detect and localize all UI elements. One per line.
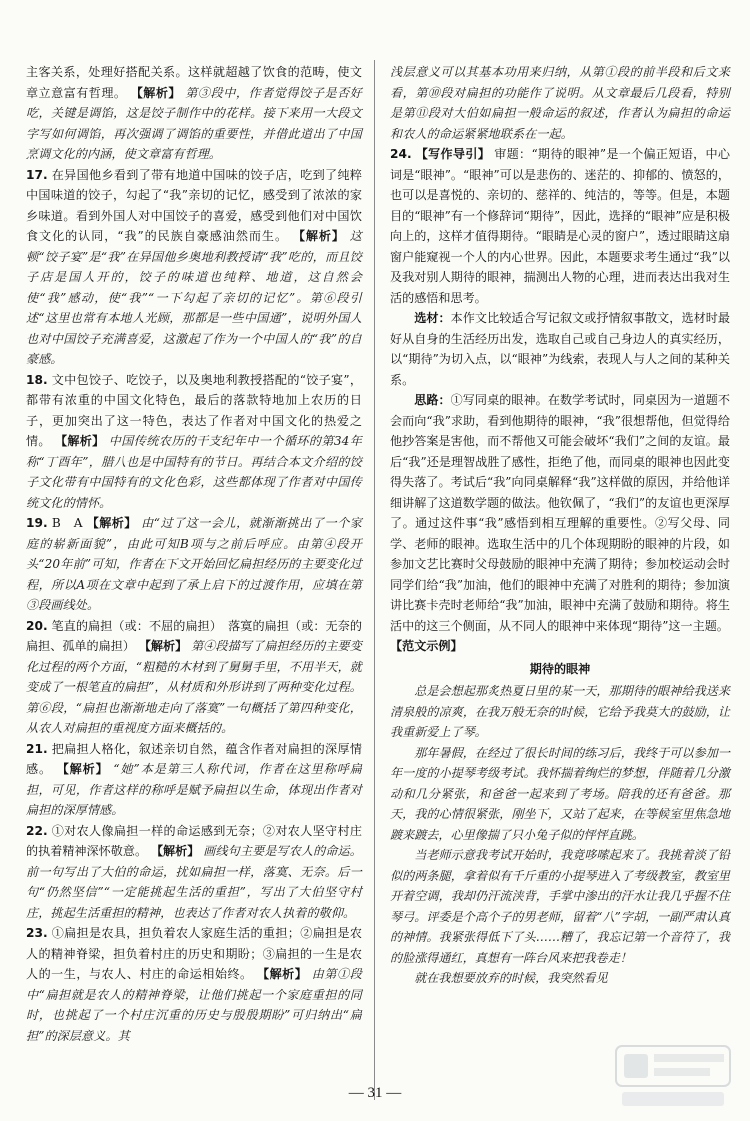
question-number: 17. [26, 167, 48, 182]
page-number: — 31 — [348, 1085, 402, 1101]
analysis-tag: 【解析】 [138, 639, 188, 653]
question-number: 22. [26, 823, 48, 838]
analysis-tag: 【解析】 [86, 516, 137, 530]
answer-23-continued [390, 62, 730, 144]
question-number: 19. [26, 516, 48, 530]
watermark-logo [614, 1042, 732, 1110]
question-number: 24. [390, 147, 412, 161]
analysis-text: 画线句主要是写农人的命运。前一句写出了大伯的命运，扰如扁担一样，落寞、无奈。后一句“仍然坚信”“一定能挑起生活的重担”，写出了大伯坚守村庄，挑起生活重担的精神，也表达了作者对农人执着的敬仰。 [26, 844, 362, 920]
analysis-tag: 【解析】 [54, 434, 105, 448]
analysis-tag: 【解析】 [56, 762, 109, 776]
answer-24 [390, 144, 730, 308]
answer-text: ①对农人像扁担一样的命运感到无奈；②对农人坚守村庄的执着精神深怀敬意。 [26, 823, 362, 858]
analysis-text: 这顿“饺子宴”是“我”在异国他乡奥地利教授请“我”吃的，而且饺子店是国人开的，饺子的味道也纯粹、地道，这自然会使“我”感动，使“我”“一下勾起了亲切的记忆”。第⑥段引述“这里也常有本地人光顾，那都是一些中国通”，说明外国人也对中国饺子充满喜爱，这激起了作为一个中国人的“我”的自豪感。 [26, 229, 362, 366]
answer-text: 笔直的扁担（或：不屈的扁担） 落寞的扁担（或：无奈的扁担、孤单的扁担） [26, 618, 362, 653]
analysis-text: 由第①段中“扁担就是农人的精神脊梁，让他们挑起一个家庭重担的同时，也挑起了一个村庄沉重的历史与殷殷期盼”可归纳出“扁担”的深层意义。其 [26, 967, 362, 1043]
material-selection [390, 308, 730, 390]
topic-analysis-text: 审题：“期待的眼神”是一个偏正短语，中心词是“眼神”。“眼神”可以是悲伤的、迷茫的、抑郁的、愤怒的，也可以是喜悦的、亲切的、慈祥的、纯洁的，等等。但是，本题目的“眼神”有一个修辞词“期待”，因此，选择的“眼神”应是积极向上的，这样才值得期待。“眼睛是心灵的窗户”，透过眼睛这扇窗户能窥视一个人的内心世界。因此，本题要求考生通过“我”以及我对别人期待的眼神，揣测出人物的心理，进而表达出我对生活的感悟和思考。 [390, 147, 730, 305]
answer-text: 在异国他乡看到了带有地道中国味的饺子店，吃到了纯粹中国味道的饺子，勾起了“我”亲切的记忆，感受到了浓浓的家乡味道。看到外国人对中国饺子的喜爱，感受到他们对中国饮食文化的认同，“我”的民族自豪感油然而生。 [26, 167, 362, 243]
answer-16-continued [26, 62, 362, 165]
material-label: 选材： [414, 311, 451, 325]
answer-21 [26, 739, 362, 821]
writing-guide-tag: 【写作导引】 [415, 147, 491, 161]
answer-text: ①扁担是农具，担负着农人家庭生活的重担；②扁担是农人的精神脊梁，担负着村庄的历史和期盼；③扁担的一生是农人的一生，与农人、村庄的命运相始终。 [26, 926, 362, 981]
answer-text: 把扁担人格化，叙述亲切自然，蕴含作者对扁担的深厚情感。 [26, 741, 362, 776]
answer-18 [26, 370, 362, 514]
answer-text: 文中包饺子、吃饺子，以及奥地利教授搭配的“饺子宴”，都带有浓重的中国文化特色，最后的落款特地加上农历的日子，更加突出了这一特色，表达了作者对中国文化的热爱之情。 [26, 372, 362, 448]
analysis-tag: 【解析】 [150, 844, 200, 858]
answer-text: B A [51, 516, 83, 530]
answer-20 [26, 616, 362, 739]
analysis-tag: 【解析】 [256, 967, 308, 981]
sample-tag: 【范文示例】 [390, 639, 463, 653]
answer-17 [26, 165, 362, 370]
left-column [26, 62, 362, 1046]
analysis-text: 浅层意义可以其基本功用来归纳，从第①段的前半段和后文来看，第⑩段对扁担的功能作了说明。从文章最后几段看，特别是第⑪段对大伯如扁担一般命运的叙述，作者认为扁担的命运和农人的命运紧紧地联系在一起。 [390, 65, 730, 141]
essay-paragraph: 那年暑假，在经过了很长时间的练习后，我终于可以参加一年一度的小提琴考级考试。我怀揣着绚烂的梦想，伴随着几分激动和几分紧张，和爸爸一起来到了考场。陪我的还有爸爸。那天，我的心情很紧张，刚坐下，又站了起来，在等候室里焦急地踱来踱去，心里像揣了只小兔子似的怦怦直跳。 [390, 745, 730, 842]
essay-paragraph: 当老师示意我考试开始时，我竟哆嗦起来了。我挑着淡了铅似的两条腿，拿着似有千斤重的小提琴进入了考级教室，教室里开着空调，我却仍汗流浃背，手掌中渗出的汗水让我几乎握不住琴弓。评委是个高个子的男老师，留着“八”字胡，一副严肃认真的神情。我紧张得低下了头……糟了，我忘记第一个音符了，我的脸涨得通红，真想有一阵台风来把我卷走！ [390, 848, 730, 965]
essay-title: 期待的眼神 [529, 661, 591, 676]
answer-text: 主客关系，处理好搭配关系。这样就超越了饮食的范畴，使文章立意富有哲理。 [26, 65, 362, 100]
analysis-text: 第④段描写了扁担经历的主要变化过程的两个方面，“粗糙的木材到了舅舅手里，不用半天，就变成了一根笔直的扁担”，从材质和外形讲到了两种变化过程。第⑥段，“扁担也渐渐地走向了落寞”一句概括了第四种变化，从农人对扁担的重视度方面来概括的。 [26, 639, 362, 735]
writing-ideas [390, 390, 730, 636]
answer-22 [26, 821, 362, 924]
question-number: 23. [26, 926, 48, 940]
analysis-tag: 【解析】 [292, 229, 345, 243]
essay-paragraph: 就在我想要放弃的时候，我突然看见 [414, 971, 608, 985]
answer-23 [26, 923, 362, 1046]
ideas-text: ①写同桌的眼神。在数学考试时，同桌因为一道题不会而向“我”求助，看到他期待的眼神，“我”很想帮他，但觉得给他抄答案是害他，而不帮他又可能会破坏“我们”之间的友谊。最后“我”还是理智战胜了感性，拒绝了他，而同桌的眼神也因此变得失落了。考试后“我”向同桌解释“我”这样做的原因，并给他详细讲解了这道数学题的做法。他钦佩了，“我们”的友谊也更深厚了。通过这件事“我”感悟到相互理解的重要性。②写父母、同学、老师的眼神。选取生活中的几个体现期盼的眼神的片段，如参加文艺比赛时父母鼓励的眼神中充满了期待；参加校运动会时同学们给“我”加油，他们的眼神中充满了对胜利的期待；参加演讲比赛卡壳时老师给“我”加油，眼神中充满了鼓励和期待。将生活中的这三个侧面，从不同人的眼神中来体现“期待”这一主题。 [390, 393, 730, 633]
analysis-text: “她”本是第三人称代词，作者在这里称呼扁担，可见，作者这样的称呼是赋予扁担以生命，体现出作者对扁担的深厚情感。 [26, 762, 362, 817]
analysis-text: 中国传统农历的干支纪年中一个循环的第34年称“丁酉年”，腊八也是中国特有的节日。再结合本文介绍的饺子文化带有中国特有的文化色彩，这些都体现了作者对中国传统文化的情怀。 [26, 434, 362, 510]
question-number: 18. [26, 372, 48, 387]
question-number: 21. [26, 741, 48, 756]
essay-paragraph: 总是会想起那炙热夏日里的某一天，那期待的眼神给我送来清泉般的凉爽，在我万般无奈的时候，它给予我莫大的鼓励，让我重新爱上了琴。 [390, 684, 730, 739]
answer-19 [26, 513, 362, 616]
sample-essay-tag [390, 636, 730, 657]
analysis-tag: 【解析】 [130, 85, 181, 100]
analysis-text: 由“过了这一会儿，就渐渐挑出了一个家庭的崭新面貌”，由此可知B项与之前后呼应。由第④段开头“20年前”可知，作者在下文开始回忆扁担经历的主要变化过程，所以A项在文章中起到了承上启下的过渡作用，应填在第③段画线处。 [26, 516, 362, 612]
right-column [390, 62, 730, 989]
ideas-label: 思路： [414, 393, 451, 407]
analysis-text: 第③段中，作者觉得饺子是否好吃，关键是调馅，这是饺子制作中的花样。接下来用一大段文字写如何调馅，再次强调了调馅的重要性，并借此道出了中国烹调文化的内涵，使文章富有哲理。 [26, 85, 362, 161]
column-divider [374, 60, 375, 1100]
material-text: 本作文比较适合写记叙文或抒情叙事散文，选材时最好从自身的生活经历出发，选取自己或自己身边人的真实经历，以“期待”为切入点，以“眼神”为线索，表现人与人之间的某种关系。 [390, 311, 730, 387]
question-number: 20. [26, 618, 48, 633]
sample-essay [390, 681, 730, 989]
